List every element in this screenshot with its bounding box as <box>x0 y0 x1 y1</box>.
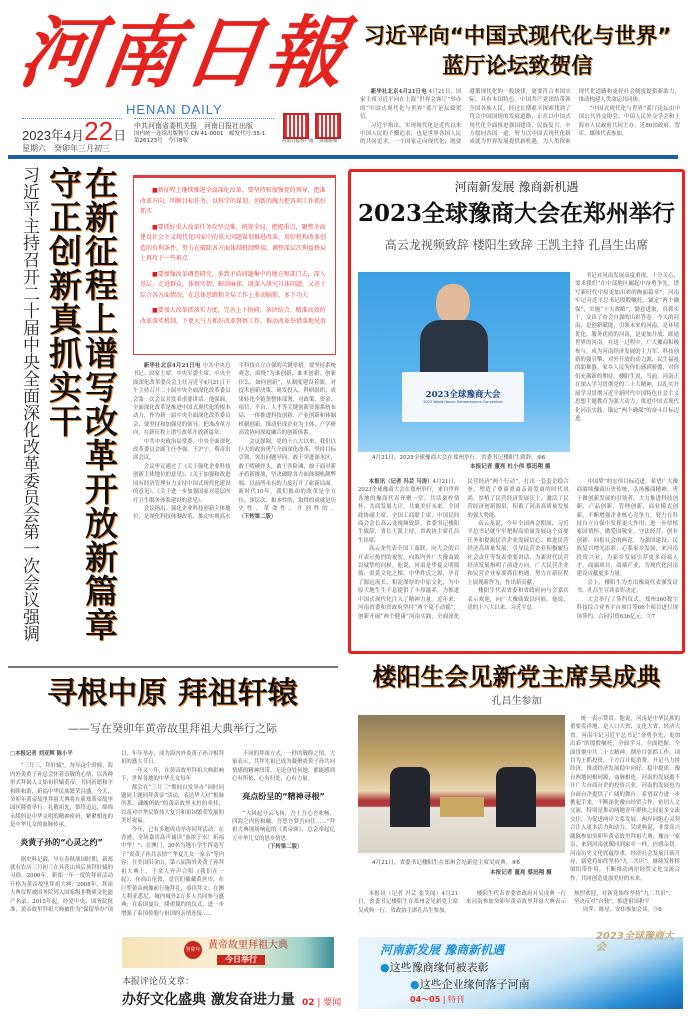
featured-body: 本报讯（记者 冯芸 马涛）4月21日，2023全球豫商大会在郑州举行，来自世界各地的豫商代表齐聚一堂，共话桑梓情怀，共商发展大计，共襄美好未来。全国政协副主席、全国工商联主席、中国民间商会会长高云龙视频致辞，省委书记楼阳生致辞，省长王凯主持，省政协主席孔昌生出席。 高云龙代表全国工商联，向大会的召开表示热烈的祝贺，向海内外广大豫商致以诚挚的问候。他说，河南是华夏文明摇篮、炎黄文化之根、中华姓氏之源，孕育了源远流长、积淀深厚的中原文化，为中原大地生生不息提供了丰厚滋养，为推进中国式现代化注入了精神力量。近年来，河南省委和省政府坚持“两个毫不动摇”，创新开展“两个健康”河南实践，全面深化民营经济“两个行动”，打出一套套企稳合拳，塑造了尊商重商亲商爱商的时代风尚，厚植了民营经济发展沃土，激活了民营经济创新源泉，积蓄了河南高质量发展的强大势能。 高云龙说，今年全国两会期间，习近平总书记就牢牢把握高质量发展这个首要任务和提振民营企业发展信心，推进民营经济高质量发展，引导民营企业积极履行社会责任等发表重要讲话，为新时代民营经济发展指明了前进方向。广大民营企业和民营企业家要抓住机遇，努力在新征程上展现新作为，作出新贡献。 楼阳生代表省委和省政府向与会嘉宾表示欢迎，向广大豫商致以问候。他说，党的十八大以来，习近平总 中国梦”的宏伟目标迈进。希望广大豫商赓续豫商历史传统，弘扬豫商精神，勇于做创新发展的引领者，大力推进科技创新、产品创新、管理创新、商业模式创新，不断增强企业核心竞争力，努力在科技自立自强中发挥更大作用；进一步厚植家国情怀，做爱国敬业、守法经营、创业创新、回报社会的典范，为强国建设、民族复兴增光添彩；心系家乡发展，来河南投资兴业，为家乡发展引荐更多商端人才，商端项目，商端产业，为现代化河南建设贡献更多力量。 会上，楼阳生为杰出豫商代表颁发证书。孔昌生宣读表彰决定。 大会举行了签约仪式。郑州360数字科技综合业务平台项目等66个项目进行现场签约，合同引资636亿元。③7 <box>358 479 678 620</box>
table <box>440 797 484 817</box>
banner-badge: 癸卯年 <box>184 941 202 959</box>
section-divider <box>8 666 338 668</box>
lead-story-subtitle: 习近平主持召开二十届中央全面深化改革委员会第一次会议强调 <box>19 166 39 642</box>
lead-headline-b[interactable]: 守正创新真抓实干 <box>44 166 83 438</box>
meeting-side-text: 统一表示赞赏。他说，河南是中华民族的重要发祥地，是人口大省、文化大省、经济大省。河南牢记习近平总书记“奋勇争先、更加出彩”的殷殷嘱托，全面学习、全面把握、全面贯彻中共二十大精神，纲举目张抓工作，项目为王抓投资，千方百计促消费，开足马力拼经济，推动经济发展稳中向好、稳中提质。豫台两地同根同源，血脉相连，河南的发展离不开广大台商台企的投资兴业，河南的发展也为台商台企提供了广阔的舞台。希望双方进一步携起手来，不断深化豫台经贸合作，密切人文交流，特别是推动两地青年群体之间更多交流交往，为促进两岸关系发展、两岸同胞心灵契合注入更多活力和动力。吴成典说，非常高兴随陈参加癸卯年黄帝故里拜祖大典，豫台一家亲，来到河南就像回到家乡一样，倍感亲切。河南历史文化底蕴厚重，经济社会发展日新月异，新党将始终坚持“九二共识”，继续发挥桥梁纽带作用，不断推动两岸经贸文化交流合作，共同创造更加美好的未来。 <box>570 716 680 882</box>
meeting-headline[interactable]: 楼阳生会见新党主席吴成典 <box>372 662 661 691</box>
speaker-head <box>436 284 470 324</box>
meeting-photo[interactable] <box>358 715 565 853</box>
featured-subtitle: 高云龙视频致辞 楼阳生致辞 王凯主持 孔昌生出席 <box>384 238 649 252</box>
bullet-icon: ● <box>410 978 420 991</box>
person-right <box>496 767 536 827</box>
promo-page-ref[interactable]: 04～05 | 特刊 <box>410 995 465 1004</box>
qr-news[interactable]: 顶端新闻 <box>314 113 342 145</box>
featured-headline[interactable]: 2023全球豫商大会在郑州举行 <box>357 200 675 227</box>
person-left <box>390 767 430 827</box>
key-points-box: ■新征程上继续推进全面深化改革，要坚持和加强党的领导，把准改革方向，明晰目标任务，以科学的谋划、创新的魄力把各项工作抓好抓实 ■要抓好重大改革任务攻坚克难，统筹全局，把握重点，聚焦全面建设社会主义现代化国家中的重大问题谋划推进改革，用好机构改革创造的有利条件，努力在破除各方面体制机制弊端、调整深层次利益格局上再攻下一些难点 ■要加强改革调查研究，多到矛盾问题集中的地方和部门去，深入基层、走进群众，体察实情、解剖麻雀，既深入研究具体问题，又善于综合各方面情况，在总体思路和全局工作上多动脑筋、多下功夫 ■要加大改革抓落实力度，完善上下协同、条块结合、精准高效的改革落实机制，下更大气力抓好改革督察工作，推动改革举措落地见效 <box>133 175 336 355</box>
issue-date: 2023年4月22日 <box>22 116 127 146</box>
featured-kicker: 河南新发展 豫商新机遇 <box>454 180 579 194</box>
banner-subtitle: 今日举行 <box>217 955 265 965</box>
commentary-title[interactable]: 办好文化盛典 激发奋进力量 <box>122 992 295 1008</box>
featured-side-text: 书记对河南发展高度重视、十分关心，要求我们“在中部地区崛起中奋勇争先，谱写新时代中原更加出彩的绚丽篇章”。河南牢记习近平总书记殷殷嘱托，锚定“两个确保”，实施“十大战略”，勠意进取，真抓实干，交出了奋会自强的出彩答卷。今天的河南，是创新赋能、引领未来的河南，是环境优化、服务优质的河南，是更加开放、联通世界的河南。在这一过程中，广大豫商积极参与，成为河南经济发展的主力军、科技创新的强引擎、对外开放的动力源、民生福祉的助推器。家乡人民为你们感到骄傲，对你们充满新的期待。楼阳生说，当前，河南正在深入学习贯彻党的二十大精神，以扎实开展学习贯彻习近平新时代中国特色社会主义思想主题教育为强大动力，推进中国式现代化河南实践，锚定“两个确保”的奋斗目标迈进。 <box>575 273 679 422</box>
lead-story-body: 新华社北京4月21日电 中共中央总书记、国家主席、中央军委主席、中央全面深化改革委员会主任习近平4月21日下午主持召开二十届中央全面深化改革委员会第一次会议并发表重要讲话。他强调，全面深化改革是推进中国式现代化的根本动力，作为新一届中央全面深化改革委员会，要坚持和加强党的领导，把准改革方向，在新征程上谱写改革开放新篇章。 中共中央政治局常委、中央全面深化改革委员会副主任李强、王沪宁、蔡奇出席会议。 会议审议通过了《关于强化企业科技创新主体地位的意见》、《关于加强和改进国有经济管理有力支持中国式现代化建设的意见》、《关于进一步加强国家对基层医疗卫生服务体系建设的意见》。 会议指出，强化企业科技创新主体地位，是深化科技体制改革、推动实现高水平科技自立自强的关键举措。要坚持系统观念，围绕“为谁创新、谁来创新、创新什么、如何创新”，从制度建设着眼，对技术创新决策、研发投入、科研组织、成果转化全链条整体部署，对政策、资金、项目、平台、人才等关键创新资源系统布局，一体推进科技创新、产业创新和体制机制创新，推动形成企业为主体、产学研高效协同深度融合的创新体系。 会议强调，党的十八大以来，我们以巨大的政治勇气全面深化改革，坚持目标引领，突出问题导向，敢于突进深水区，敢于啃硬骨头，敢于涉险滩，敢于面对新矛盾新挑战，坚决破除各方面体制机制弊端，以前所未有的力度打开了崭新局面。新时代10年，我们推动的改革是全方位、深层次、根本性的，取得的成就是历史性、革命性、开创性的。（下转第二版） <box>133 363 336 521</box>
qr-code-icon <box>283 113 309 139</box>
promo-kicker: 河南新发展 豫商新机遇 <box>380 943 505 957</box>
photo-caption: 4月21日，2023全球豫商大会在郑州举行，省委书记楼阳生致辞。⑨6 <box>372 455 546 461</box>
masthead-rule <box>8 155 678 159</box>
meeting-attendees: 周霁、陈星、安伟参加会谈。③6 <box>582 907 662 913</box>
ancestor-subtitle: ——写在癸卯年黄帝故里拜祖大典举行之际 <box>68 722 277 735</box>
promo-item-1[interactable]: ●这些豫商缘何被表彰 <box>380 961 489 974</box>
promo-item-2[interactable]: ●这些企业缘何落子河南 <box>410 978 530 991</box>
banner-title: 黄帝故里拜祖大典 <box>208 940 288 951</box>
promo-banner[interactable] <box>358 931 683 1009</box>
publisher-info: 中共河南省委机关报 河南日报社出版 国内统一连续出版物号:CN 41-0001 邮发代号:35-1 第26123号 今日8版 <box>134 122 266 144</box>
weekday-lunar: 星期六 癸卯年三月初三 <box>22 144 110 153</box>
lead-headline-a[interactable]: 在新征程上谱写改革开放新篇章 <box>80 166 119 642</box>
english-name: HENAN DAILY <box>126 102 223 117</box>
newspaper-logo: 河南日報 <box>13 8 355 99</box>
meeting-caption: 4月21日，省委书记楼阳生在郑州会见新党主席吴成典。⑨6 <box>372 860 520 866</box>
convention-logo: 2023全球豫商大会 <box>596 931 674 953</box>
page-ref[interactable]: 02 | 要闻 <box>302 998 342 1008</box>
speaker-body <box>420 320 488 380</box>
podium: 2023全球豫商大会 2023 World Henan Entrepreneurs Convention <box>402 372 524 422</box>
meeting-subtitle: 孔昌生参加 <box>491 696 542 707</box>
qr-app[interactable]: 河南日报客户端 <box>282 113 310 145</box>
qr-code-icon <box>315 113 341 139</box>
ancestor-headline[interactable]: 寻根中原 拜祖轩辕 <box>47 676 298 711</box>
meeting-credit: 本报记者 董亮 蔡迅翔 摄 <box>490 870 552 876</box>
top-story-body: 新华社北京4月21日电 4月21日，国家主席习近平向在上海“世界会客厅”举办的“中国式现代化与世界”蓝厅论坛致贺信。 习近平指出，实现现代化是近代以来中国人民的不懈追求，也是世界各国人民的共同追求。一个国家走向现代化，既要遵循现代化的一般规律，更要符合本国实际，具有本国特色。中国共产党团结带领全国各族人民，经过长期艰辛探索找到了符合中国国情的发展道路，正在以中国式现代化全面推进强国建设、民族复兴。中方愿同各国一道，努力以中国式现代化新成就为世界发展提供新机遇，为人类探索现代化道路和更好社会制度提供新助力，推动构建人类命运共同体。 “中国式现代化与世界”蓝厅论坛由中国公共外交协会、中国人民外交学会和上海市人民政府共同主办，近80国政府、智库、媒体代表参加。 <box>360 89 680 146</box>
commentary-kicker: 本报评论员文章： <box>122 977 195 987</box>
photo-credit: 本报记者 董亮 杜小伟 蔡迅翔 摄 <box>470 464 551 470</box>
speaker-photo[interactable] <box>358 272 570 452</box>
top-story-headline[interactable]: 习近平向“中国式现代化与世界” 蓝厅论坛致贺信 <box>363 24 672 79</box>
meeting-body: 本报讯（记者 冯芸 张笑闻）4月21日，省委书记楼阳生在郑州会见新党主席吴成典一行。省政协主席孔昌生参加。 楼阳生代表省委省政府对吴成典一行来河南参加癸卯年黄帝故里拜祖大典表示热烈欢迎，对新党始终坚持“九二共识”、坚决反对“台独”、推进祖国和平 <box>358 891 674 914</box>
ancestor-body: □本报记者 刘亚辉 陈小平 “三月三，拜轩辕”。每年这个时候，海内外炎黄子孙总会怀着崇敬的心情，以各种形式拜谒人文始祖轩辕黄帝，共同祈愿和平和睦和谐，祈福中华民族繁荣昌盛。今天，癸卯年黄帝故里拜祖大典将在新郑黄帝故里园区隆重举行。礼敬祖先，慎终追远，绵绵永续的是中华文明的精神密码，紧紧相连的是中华儿女的血脉传承。 炎黄子孙的“心灵之约” 据史料记载，早在春秋战国时期，新郑就有农历三月初三在具茨山风后顶拜轩辕的习俗。2006年，新郑一年一度的拜祖活动升格为黄帝故里拜祖大典；2008年，拜祖大典仪程被国务院列入国家级非物质文化遗产名录；2015年起，经党中央、国务院批准，黄帝故里拜祖大典被作为“保留举办”项目，年年举办，成为海内外炎黄子孙寻根拜祖的盛大节日。 一年又一年，在黄帝故里拜祖大典影响下，世界各地的中华儿女每年 都会在“三月三”期间自发举办“同时同题同主题同拜黄帝”活动，表达华人对“根脉所系、魂魄所依”的黄帝故里永恒的牵挂，以及对中华民族伟大复兴和祖国繁荣发展的美好祝福。 今年，已有多地成功举办同拜活动：在香港，全场嘉宾高声诵读“血浓于水！祈福中华！”；在澳门，30名当地小学生挥毫写下“炎黄子孙共亲情”“华夏儿女一家亲”等内容；在美国旧金山，第八届海外炎黄子孙拜祖大典上，千余人齐声合唱《我们在一起》；在高山伦敦，意宫们戴戴黄丝巾，在巨型黄帝画像前行施拜礼，恭读拜文；在澳大利亚悉尼，城内城外2万多人共同参与盛典；在泰国曼谷，隆重简约的仪式，进一步增强了泰国侨胞与祖国的亲情连接…… 不同的拜祖方式，一样的敬仰之情。大家表示，共拜先祖已成为凝聚炎黄子孙共同情感的精神纽带，无论身处何地，都能感到心有所依、心有归处、心有力量。 亮点纷呈的“精神寻根” “大风起兮云飞扬，吾土吾心吾欢畅，四海之内皆和融，吾思吾梦吾向往……”拜祖大典现场响起的《黄帝颂》，总会牵起亿万中华儿女的思乡情思。 （下转第二版） <box>10 751 335 917</box>
dotted-rule <box>134 118 274 119</box>
ceremony-banner[interactable] <box>122 937 334 968</box>
bullet-icon: ● <box>380 961 390 974</box>
